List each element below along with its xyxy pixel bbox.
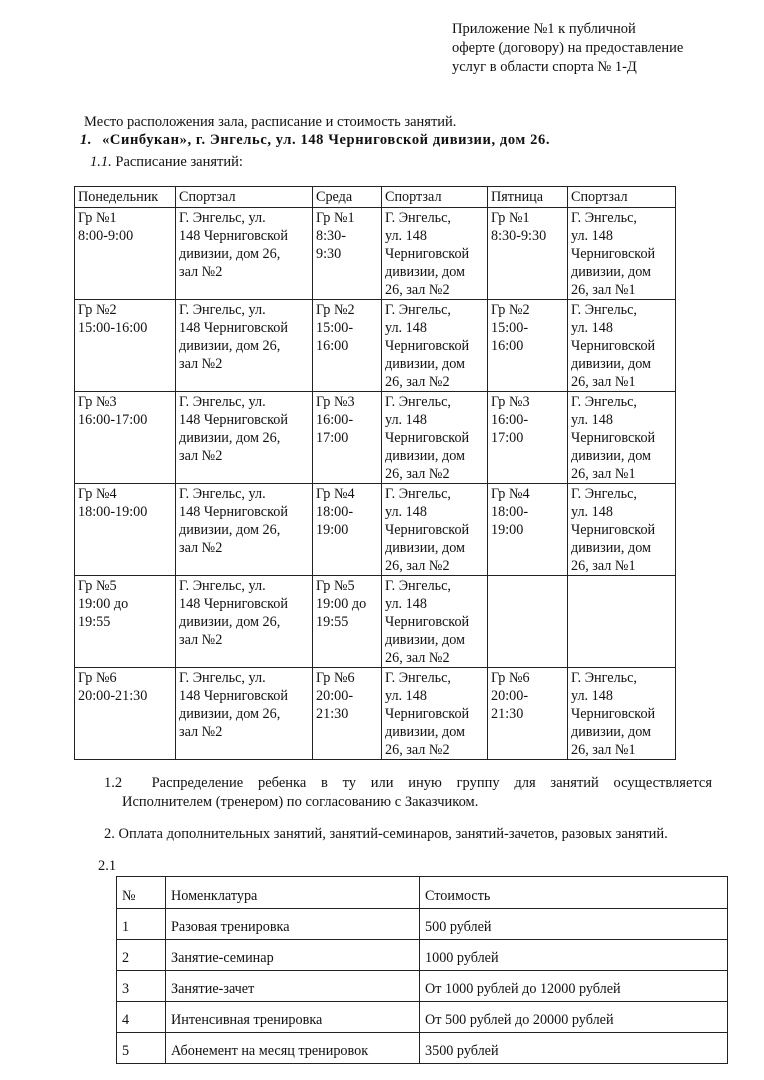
cell-line: 15:00- — [491, 320, 529, 336]
price-cell: 3500 рублей — [420, 1033, 728, 1064]
cell-line: Гр №4 — [316, 486, 355, 502]
cell-line: 26, зал №2 — [385, 466, 450, 482]
gym-address-cell — [382, 392, 488, 484]
cell-line: ул. 148 — [385, 504, 427, 520]
group-time-cell — [313, 668, 382, 760]
group-time-cell — [75, 300, 176, 392]
cell-line: 26, зал №1 — [571, 374, 636, 390]
gym-address-cell — [382, 208, 488, 300]
prices-body — [117, 909, 728, 1064]
cell-line: ул. 148 — [385, 228, 427, 244]
cell-line: дивизии, дом 26, — [179, 246, 281, 262]
column-header: Стоимость — [420, 877, 728, 909]
schedule-table — [74, 186, 676, 760]
cell-line: Гр №1 — [78, 210, 117, 226]
group-time-cell — [75, 484, 176, 576]
cell-line: 8:30-9:30 — [491, 228, 547, 244]
table-row — [75, 300, 676, 392]
cell-line: 20:00-21:30 — [78, 688, 148, 704]
gym-address-cell — [568, 392, 676, 484]
cell-line: дивизии, дом — [385, 632, 466, 648]
cell-line: 148 Черниговской — [179, 412, 288, 428]
table-row — [75, 208, 676, 300]
row-number-cell: 1 — [117, 909, 166, 940]
gym-address-cell — [176, 484, 313, 576]
cell-line: Гр №4 — [491, 486, 530, 502]
prices-header-row — [117, 877, 728, 909]
group-time-cell — [488, 484, 568, 576]
intro-text: Место расположения зала, расписание и стоимость занятий. — [84, 114, 457, 130]
gym-address-cell — [382, 576, 488, 668]
cell-line: Гр №6 — [316, 670, 355, 686]
schedule-header-row — [75, 187, 676, 208]
appendix-note — [452, 20, 732, 77]
cell-line: 26, зал №1 — [571, 282, 636, 298]
paragraph-1-2-text: Распределение ребенка в ту или иную группу для занятий осуществляется — [151, 775, 713, 791]
cell-line: 148 Черниговской — [179, 688, 288, 704]
price-cell: 500 рублей — [420, 909, 728, 940]
cell-line: 20:00- — [316, 688, 354, 704]
cell-line: дивизии, дом 26, — [179, 430, 281, 446]
cell-line: Г. Энгельс, — [385, 486, 451, 502]
cell-line: зал №2 — [179, 264, 223, 280]
group-time-cell — [75, 392, 176, 484]
cell-line: Г. Энгельс, — [571, 394, 637, 410]
cell-line: 9:30 — [316, 246, 342, 262]
gym-address-cell — [176, 668, 313, 760]
cell-line: 18:00-19:00 — [78, 504, 148, 520]
cell-line: Гр №5 — [78, 578, 117, 594]
cell-line: Гр №1 — [316, 210, 355, 226]
cell-line: дивизии, дом — [571, 264, 652, 280]
cell-line: ул. 148 — [571, 412, 613, 428]
cell-line: 17:00 — [316, 430, 349, 446]
column-header: Спортзал — [568, 187, 676, 208]
column-header: Понедельник — [75, 187, 176, 208]
item-name-cell: Разовая тренировка — [166, 909, 420, 940]
cell-line: Гр №2 — [316, 302, 355, 318]
venue-title: «Синбукан», г. Энгельс, ул. 148 Черниговской дивизии, дом 26. — [102, 132, 551, 148]
cell-line: 21:30 — [316, 706, 349, 722]
cell-line: Гр №3 — [316, 394, 355, 410]
cell-line: 18:00- — [316, 504, 354, 520]
row-number-cell: 5 — [117, 1033, 166, 1064]
group-time-cell — [488, 300, 568, 392]
group-time-cell — [313, 300, 382, 392]
cell-line: дивизии, дом 26, — [179, 614, 281, 630]
cell-line: 148 Черниговской — [179, 228, 288, 244]
cell-line: дивизии, дом — [385, 356, 466, 372]
gym-address-cell — [568, 300, 676, 392]
cell-line: Г. Энгельс, — [385, 394, 451, 410]
cell-line: 15:00-16:00 — [78, 320, 148, 336]
item-name-cell: Занятие-семинар — [166, 940, 420, 971]
cell-line: 16:00-17:00 — [78, 412, 148, 428]
cell-line: Г. Энгельс, — [385, 670, 451, 686]
row-number-cell: 2 — [117, 940, 166, 971]
schedule-body — [75, 208, 676, 760]
cell-line: ул. 148 — [385, 320, 427, 336]
cell-line: 19:55 — [78, 614, 111, 630]
schedule-heading-number: 1.1. — [90, 154, 112, 170]
cell-line: дивизии, дом — [385, 724, 466, 740]
group-time-cell — [488, 208, 568, 300]
group-time-cell — [313, 484, 382, 576]
cell-line: Гр №2 — [491, 302, 530, 318]
cell-line: 21:30 — [491, 706, 524, 722]
cell-line: зал №2 — [179, 356, 223, 372]
group-time-cell — [488, 668, 568, 760]
table-row — [75, 668, 676, 760]
cell-line: 16:00 — [316, 338, 349, 354]
cell-line: 19:00 — [316, 522, 349, 538]
cell-line: 16:00- — [316, 412, 354, 428]
gym-address-cell — [382, 668, 488, 760]
item-name-cell: Абонемент на месяц тренировок — [166, 1033, 420, 1064]
group-time-cell — [75, 576, 176, 668]
cell-line: Черниговской — [571, 338, 656, 354]
cell-line: Г. Энгельс, ул. — [179, 486, 266, 502]
group-time-cell — [75, 668, 176, 760]
column-header: Пятница — [488, 187, 568, 208]
cell-line: Г. Энгельс, ул. — [179, 210, 266, 226]
cell-line: дивизии, дом — [571, 724, 652, 740]
group-time-cell — [488, 392, 568, 484]
cell-line: ул. 148 — [385, 688, 427, 704]
price-cell: От 500 рублей до 20000 рублей — [420, 1002, 728, 1033]
cell-line: ул. 148 — [571, 688, 613, 704]
gym-address-cell — [176, 392, 313, 484]
column-header: Среда — [313, 187, 382, 208]
table-row — [117, 1033, 728, 1064]
cell-line: Гр №2 — [78, 302, 117, 318]
cell-line: 19:55 — [316, 614, 349, 630]
cell-line: 26, зал №2 — [385, 742, 450, 758]
table-row — [117, 1002, 728, 1033]
column-header: Номенклатура — [166, 877, 420, 909]
row-number-cell: 3 — [117, 971, 166, 1002]
cell-line: Черниговской — [385, 614, 470, 630]
cell-line: 26, зал №1 — [571, 466, 636, 482]
table-row — [117, 940, 728, 971]
cell-line: Черниговской — [385, 522, 470, 538]
cell-line: Г. Энгельс, — [571, 210, 637, 226]
prices-table — [116, 876, 728, 1064]
cell-line: дивизии, дом — [571, 356, 652, 372]
cell-line: 8:30- — [316, 228, 346, 244]
cell-line: 17:00 — [491, 430, 524, 446]
cell-line: дивизии, дом 26, — [179, 338, 281, 354]
cell-line: 26, зал №2 — [385, 282, 450, 298]
cell-line: Гр №3 — [78, 394, 117, 410]
paragraph-2-1: 2.1 — [98, 858, 117, 874]
cell-line: Черниговской — [571, 706, 656, 722]
cell-line: 148 Черниговской — [179, 504, 288, 520]
cell-line: Гр №3 — [491, 394, 530, 410]
cell-line: Гр №4 — [78, 486, 117, 502]
cell-line: Г. Энгельс, — [571, 670, 637, 686]
appendix-note-line: услуг в области спорта № 1-Д — [452, 59, 637, 75]
group-time-cell — [313, 208, 382, 300]
paragraph-2: 2. Оплата дополнительных занятий, занятий-семинаров, занятий-зачетов, разовых занятий. — [104, 826, 668, 842]
cell-line: Гр №6 — [491, 670, 530, 686]
cell-line: ул. 148 — [571, 504, 613, 520]
cell-line: 20:00- — [491, 688, 529, 704]
cell-line: дивизии, дом — [385, 448, 466, 464]
cell-line: Черниговской — [385, 430, 470, 446]
cell-line: дивизии, дом 26, — [179, 522, 281, 538]
table-row — [75, 484, 676, 576]
cell-line: 15:00- — [316, 320, 354, 336]
cell-line: Г. Энгельс, — [571, 486, 637, 502]
cell-line: ул. 148 — [385, 412, 427, 428]
gym-address-cell — [176, 300, 313, 392]
column-header: Спортзал — [382, 187, 488, 208]
cell-line: 16:00 — [491, 338, 524, 354]
cell-line: Черниговской — [571, 430, 656, 446]
cell-line: дивизии, дом 26, — [179, 706, 281, 722]
gym-address-cell — [176, 208, 313, 300]
cell-line: 18:00- — [491, 504, 529, 520]
cell-line: 19:00 — [491, 522, 524, 538]
cell-line: 26, зал №2 — [385, 558, 450, 574]
cell-line: дивизии, дом — [385, 540, 466, 556]
group-time-cell — [313, 576, 382, 668]
table-row — [117, 971, 728, 1002]
cell-line: Г. Энгельс, ул. — [179, 670, 266, 686]
price-cell: 1000 рублей — [420, 940, 728, 971]
paragraph-1-2-first-line — [104, 774, 712, 793]
group-time-cell — [488, 576, 568, 668]
cell-line: 19:00 до — [316, 596, 367, 612]
table-row — [117, 909, 728, 940]
cell-line: ул. 148 — [385, 596, 427, 612]
cell-line: Черниговской — [385, 246, 470, 262]
appendix-note-line: оферте (договору) на предоставление — [452, 40, 684, 56]
gym-address-cell — [568, 668, 676, 760]
gym-address-cell — [568, 576, 676, 668]
cell-line: Гр №1 — [491, 210, 530, 226]
cell-line: 26, зал №2 — [385, 650, 450, 666]
column-header: № — [117, 877, 166, 909]
paragraph-1-2-number: 1.2 — [104, 775, 123, 791]
cell-line: Черниговской — [385, 706, 470, 722]
gym-address-cell — [382, 484, 488, 576]
gym-address-cell — [176, 576, 313, 668]
schedule-heading — [90, 154, 243, 171]
paragraph-1-2 — [104, 774, 712, 812]
cell-line: Черниговской — [571, 522, 656, 538]
cell-line: Г. Энгельс, — [385, 302, 451, 318]
cell-line: Черниговской — [385, 338, 470, 354]
price-cell: От 1000 рублей до 12000 рублей — [420, 971, 728, 1002]
group-time-cell — [313, 392, 382, 484]
cell-line: зал №2 — [179, 540, 223, 556]
cell-line: зал №2 — [179, 448, 223, 464]
cell-line: Г. Энгельс, ул. — [179, 394, 266, 410]
cell-line: 19:00 до — [78, 596, 129, 612]
cell-line: ул. 148 — [571, 320, 613, 336]
cell-line: 26, зал №1 — [571, 742, 636, 758]
row-number-cell: 4 — [117, 1002, 166, 1033]
schedule-heading-text: Расписание занятий: — [115, 154, 243, 170]
gym-address-cell — [568, 208, 676, 300]
paragraph-1-2-second-line: Исполнителем (тренером) по согласованию с Заказчиком. — [122, 794, 479, 810]
table-row — [75, 392, 676, 484]
gym-address-cell — [382, 300, 488, 392]
venue-number: 1. — [80, 132, 93, 148]
cell-line: Г. Энгельс, ул. — [179, 302, 266, 318]
cell-line: 16:00- — [491, 412, 529, 428]
cell-line: 148 Черниговской — [179, 596, 288, 612]
item-name-cell: Занятие-зачет — [166, 971, 420, 1002]
cell-line: дивизии, дом — [385, 264, 466, 280]
cell-line: дивизии, дом — [571, 540, 652, 556]
cell-line: Г. Энгельс, — [571, 302, 637, 318]
cell-line: Гр №6 — [78, 670, 117, 686]
cell-line: зал №2 — [179, 724, 223, 740]
appendix-note-line: Приложение №1 к публичной — [452, 21, 636, 37]
column-header: Спортзал — [176, 187, 313, 208]
cell-line: Г. Энгельс, — [385, 578, 451, 594]
cell-line: дивизии, дом — [571, 448, 652, 464]
cell-line: 26, зал №2 — [385, 374, 450, 390]
cell-line: ул. 148 — [571, 228, 613, 244]
cell-line: 26, зал №1 — [571, 558, 636, 574]
group-time-cell — [75, 208, 176, 300]
cell-line: Г. Энгельс, ул. — [179, 578, 266, 594]
item-name-cell: Интенсивная тренировка — [166, 1002, 420, 1033]
cell-line: Г. Энгельс, — [385, 210, 451, 226]
gym-address-cell — [568, 484, 676, 576]
cell-line: Черниговской — [571, 246, 656, 262]
cell-line: Гр №5 — [316, 578, 355, 594]
cell-line: зал №2 — [179, 632, 223, 648]
cell-line: 148 Черниговской — [179, 320, 288, 336]
venue-heading — [80, 132, 550, 149]
table-row — [75, 576, 676, 668]
cell-line: 8:00-9:00 — [78, 228, 134, 244]
